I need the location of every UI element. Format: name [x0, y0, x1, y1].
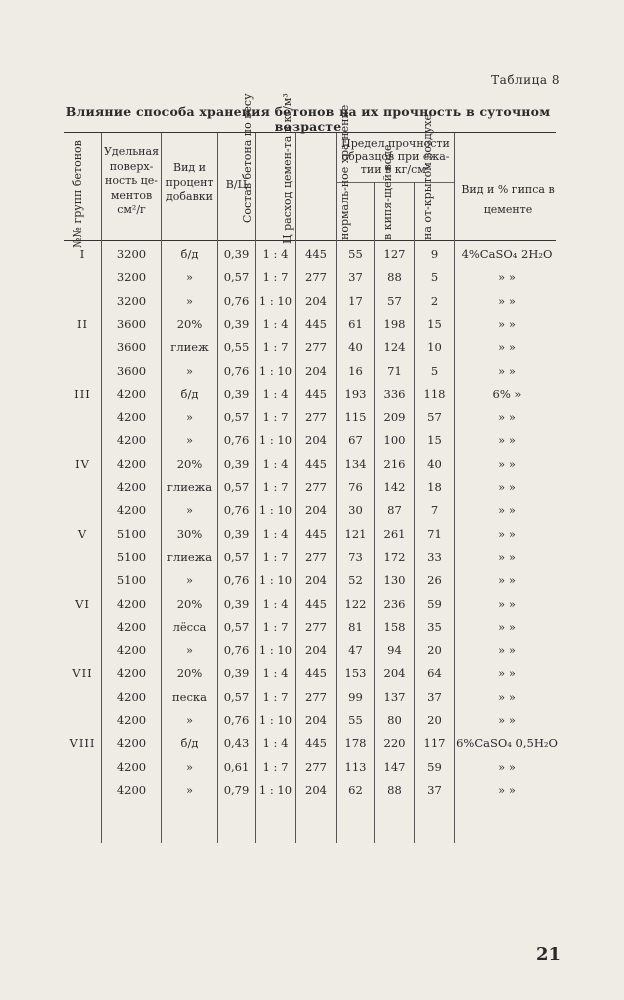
cell-gypsum: » »	[498, 643, 516, 658]
cell-additive: лёсса	[172, 619, 207, 634]
cell-group: VI	[75, 596, 90, 611]
cell-normal: 193	[344, 386, 367, 401]
cell-open-air: 2	[430, 293, 439, 308]
cell-composition: 1 : 4	[262, 736, 289, 751]
cell-gypsum: » »	[498, 480, 516, 494]
cell-boiling: 80	[387, 713, 402, 727]
cell-group	[64, 545, 101, 569]
cell-boiling: 236	[383, 596, 406, 611]
cell-cement: 204	[305, 573, 327, 588]
cell-open-air: 10	[427, 340, 442, 355]
cell-wc: 0,39	[223, 526, 250, 541]
cell-composition: 1 : 10	[258, 363, 293, 378]
cell-normal: 122	[344, 596, 367, 611]
cell-boiling: 147	[383, 759, 406, 774]
cell-surface: 4200	[116, 713, 147, 727]
cell-wc: 0,39	[223, 247, 250, 261]
cell-normal: 121	[344, 526, 367, 541]
cell-additive: 20%	[176, 316, 203, 331]
cell-group: III	[74, 386, 91, 401]
cell-group	[64, 778, 101, 802]
header-boiling: в кипя-щей воде	[381, 144, 394, 240]
cell-gypsum: » »	[498, 293, 516, 308]
cell-composition: 1 : 10	[258, 293, 293, 308]
cell-boiling: 88	[387, 782, 402, 797]
table-title: Влияние способа хранения бетонов на их прочность в суточном возрасте	[65, 104, 551, 134]
cell-boiling: 124	[383, 340, 406, 355]
cell-normal: 99	[348, 689, 363, 704]
cell-additive: »	[185, 759, 194, 774]
cell-additive: »	[185, 713, 194, 727]
cell-cement: 204	[305, 713, 327, 727]
cell-gypsum: » »	[498, 410, 516, 425]
cell-boiling: 100	[383, 433, 406, 448]
cell-surface: 3200	[116, 293, 147, 308]
cell-cement: 445	[305, 456, 327, 471]
cell-wc: 0,76	[223, 363, 250, 378]
cell-open-air: 26	[427, 573, 442, 588]
cell-composition: 1 : 10	[258, 573, 293, 588]
cell-gypsum: » »	[498, 526, 516, 541]
cell-gypsum: » »	[498, 619, 516, 634]
cell-boiling: 198	[383, 316, 406, 331]
cell-boiling: 216	[383, 456, 406, 471]
cell-additive: б/д	[180, 247, 199, 261]
cell-boiling: 87	[387, 503, 402, 518]
cell-surface: 5100	[116, 549, 147, 564]
cell-wc: 0,61	[223, 759, 250, 774]
cell-composition: 1 : 4	[262, 666, 289, 681]
header-wc: В/Ц	[225, 178, 248, 191]
cell-boiling: 127	[383, 247, 406, 261]
cell-open-air: 7	[430, 503, 439, 518]
header-additive: Вид и процент добавки	[165, 161, 214, 203]
cell-gypsum: » »	[498, 782, 516, 797]
cell-group	[64, 638, 101, 662]
cell-composition: 1 : 10	[258, 782, 293, 797]
cell-normal: 40	[348, 340, 363, 355]
cell-additive: »	[185, 293, 194, 308]
cell-open-air: 18	[427, 480, 442, 494]
cell-open-air: 57	[427, 410, 442, 425]
cell-wc: 0,76	[223, 503, 250, 518]
cell-additive: »	[185, 433, 194, 448]
cell-composition: 1 : 7	[262, 480, 289, 494]
cell-composition: 1 : 7	[262, 619, 289, 634]
cell-composition: 1 : 10	[258, 713, 293, 727]
cell-group	[64, 755, 101, 779]
cell-open-air: 33	[427, 549, 442, 564]
cell-surface: 4200	[116, 433, 147, 448]
cell-gypsum: » »	[498, 433, 516, 448]
cell-open-air: 5	[430, 270, 439, 285]
cell-surface: 3200	[116, 247, 147, 261]
cell-open-air: 5	[430, 363, 439, 378]
cell-normal: 73	[348, 549, 363, 564]
cell-normal: 30	[348, 503, 363, 518]
cell-cement: 204	[305, 293, 327, 308]
cell-gypsum: » »	[498, 689, 516, 704]
cell-boiling: 71	[387, 363, 402, 378]
cell-gypsum: » »	[498, 340, 516, 355]
cell-composition: 1 : 7	[262, 270, 289, 285]
cell-boiling: 94	[387, 643, 402, 658]
cell-wc: 0,39	[223, 666, 250, 681]
cell-normal: 76	[348, 480, 363, 494]
cell-gypsum: » »	[498, 759, 516, 774]
cell-cement: 277	[305, 480, 327, 494]
cell-additive: б/д	[180, 386, 199, 401]
cell-cement: 445	[305, 736, 327, 751]
cell-surface: 4200	[116, 596, 147, 611]
cell-additive: »	[185, 363, 194, 378]
cell-normal: 52	[348, 573, 363, 588]
cell-gypsum: » »	[498, 549, 516, 564]
cell-wc: 0,57	[223, 619, 250, 634]
cell-cement: 445	[305, 666, 327, 681]
cell-wc: 0,57	[223, 689, 250, 704]
cell-surface: 4200	[116, 386, 147, 401]
cell-normal: 67	[348, 433, 363, 448]
cell-cement: 445	[305, 526, 327, 541]
cell-normal: 55	[348, 713, 363, 727]
cell-cement: 204	[305, 433, 327, 448]
cell-normal: 61	[348, 316, 363, 331]
cell-wc: 0,57	[223, 410, 250, 425]
cell-group	[64, 289, 101, 313]
cell-group: I	[79, 247, 86, 261]
cell-additive: »	[185, 643, 194, 658]
cell-additive: 20%	[176, 666, 203, 681]
cell-composition: 1 : 4	[262, 456, 289, 471]
cell-composition: 1 : 4	[262, 526, 289, 541]
cell-open-air: 64	[427, 666, 442, 681]
header-cement-use: Ц расход цемен-та в кг/м³	[281, 93, 294, 244]
cell-surface: 4200	[116, 503, 147, 518]
cell-normal: 178	[344, 736, 367, 751]
cell-group	[64, 568, 101, 592]
cell-boiling: 142	[383, 480, 406, 494]
cell-group	[64, 428, 101, 452]
cell-wc: 0,76	[223, 293, 250, 308]
cell-open-air: 35	[427, 619, 442, 634]
cell-cement: 204	[305, 782, 327, 797]
cell-group: II	[76, 316, 89, 331]
cell-open-air: 59	[427, 596, 442, 611]
header-group: №№ групп бетонов	[71, 140, 84, 248]
cell-boiling: 57	[387, 293, 402, 308]
cell-group	[64, 335, 101, 359]
cell-additive: »	[185, 782, 194, 797]
cell-open-air: 37	[427, 689, 442, 704]
cell-group	[64, 685, 101, 709]
cell-open-air: 9	[430, 247, 439, 261]
cell-additive: 30%	[176, 526, 203, 541]
cell-composition: 1 : 4	[262, 386, 289, 401]
cell-wc: 0,57	[223, 480, 250, 494]
cell-wc: 0,57	[223, 549, 250, 564]
cell-group	[64, 359, 101, 383]
cell-wc: 0,39	[223, 596, 250, 611]
cell-surface: 4200	[116, 689, 147, 704]
table-top-rule	[64, 132, 556, 133]
cell-gypsum: » »	[498, 316, 516, 331]
cell-cement: 277	[305, 759, 327, 774]
cell-normal: 113	[344, 759, 367, 774]
cell-composition: 1 : 7	[262, 549, 289, 564]
cell-gypsum: 6%CaSO₄ 0,5H₂O	[456, 736, 558, 751]
header-normal: нормаль-ное хра-нение	[338, 104, 351, 240]
cell-group	[64, 708, 101, 732]
cell-normal: 81	[348, 619, 363, 634]
cell-gypsum: » »	[498, 596, 516, 611]
cell-wc: 0,79	[223, 782, 250, 797]
cell-wc: 0,76	[223, 643, 250, 658]
cell-gypsum: » »	[498, 456, 516, 471]
header-composition: Состав бетона по весу	[241, 93, 254, 223]
cell-open-air: 71	[427, 526, 442, 541]
cell-boiling: 137	[383, 689, 406, 704]
cell-composition: 1 : 7	[262, 759, 289, 774]
cell-normal: 62	[348, 782, 363, 797]
cell-gypsum: » »	[498, 270, 516, 285]
cell-gypsum: » »	[498, 363, 516, 378]
header-surface: Удельная поверх-ность це-ментов см²/г	[103, 145, 160, 216]
cell-gypsum: » »	[498, 713, 516, 727]
cell-surface: 5100	[116, 526, 147, 541]
cell-group: IV	[75, 456, 90, 471]
cell-wc: 0,57	[223, 270, 250, 285]
cell-normal: 37	[348, 270, 363, 285]
cell-composition: 1 : 7	[262, 410, 289, 425]
cell-wc: 0,76	[223, 433, 250, 448]
cell-composition: 1 : 4	[262, 316, 289, 331]
cell-cement: 277	[305, 619, 327, 634]
cell-cement: 204	[305, 503, 327, 518]
cell-surface: 4200	[116, 782, 147, 797]
cell-normal: 47	[348, 643, 363, 658]
cell-surface: 4200	[116, 410, 147, 425]
header-bottom-rule	[64, 240, 556, 241]
cell-boiling: 88	[387, 270, 402, 285]
cell-additive: глиежа	[166, 480, 213, 494]
cell-open-air: 59	[427, 759, 442, 774]
cell-cement: 277	[305, 340, 327, 355]
header-strength: Предел прочности образцов при сжа-тии в кг/см²	[341, 137, 450, 176]
cell-additive: »	[185, 270, 194, 285]
cell-gypsum: » »	[498, 573, 516, 588]
cell-surface: 3600	[116, 316, 147, 331]
cell-additive: песка	[172, 689, 207, 704]
cell-additive: »	[185, 410, 194, 425]
cell-surface: 3600	[116, 340, 147, 355]
cell-additive: »	[185, 503, 194, 518]
cell-boiling: 130	[383, 573, 406, 588]
cell-wc: 0,39	[223, 316, 250, 331]
cell-wc: 0,76	[223, 573, 250, 588]
table-label: Таблица 8	[491, 73, 560, 87]
cell-composition: 1 : 7	[262, 689, 289, 704]
cell-surface: 4200	[116, 480, 147, 494]
cell-additive: б/д	[180, 736, 199, 751]
cell-surface: 3600	[116, 363, 147, 378]
cell-composition: 1 : 7	[262, 340, 289, 355]
cell-additive: глиеж	[170, 340, 209, 355]
cell-wc: 0,76	[223, 713, 250, 727]
cell-additive: »	[185, 573, 194, 588]
cell-cement: 445	[305, 247, 327, 261]
cell-open-air: 40	[427, 456, 442, 471]
cell-gypsum: » »	[498, 666, 516, 681]
cell-open-air: 20	[427, 713, 442, 727]
cell-boiling: 172	[383, 549, 406, 564]
cell-additive: 20%	[176, 596, 203, 611]
cell-open-air: 15	[427, 316, 442, 331]
cell-boiling: 261	[383, 526, 406, 541]
cell-boiling: 336	[383, 386, 406, 401]
cell-normal: 16	[348, 363, 363, 378]
header-gypsum: Вид и % гипса в цементе	[461, 183, 555, 216]
cell-composition: 1 : 10	[258, 643, 293, 658]
cell-boiling: 220	[383, 736, 406, 751]
cell-normal: 55	[348, 247, 363, 261]
cell-cement: 204	[305, 363, 327, 378]
cell-boiling: 209	[383, 410, 406, 425]
cell-group: V	[77, 526, 88, 541]
cell-wc: 0,39	[223, 456, 250, 471]
cell-gypsum: » »	[498, 503, 516, 518]
cell-surface: 4200	[116, 759, 147, 774]
cell-additive: 20%	[176, 456, 203, 471]
cell-surface: 5100	[116, 573, 147, 588]
cell-surface: 3200	[116, 270, 147, 285]
cell-surface: 4200	[116, 736, 147, 751]
cell-gypsum: 4%CaSO₄ 2H₂O	[461, 247, 553, 261]
cell-surface: 4200	[116, 456, 147, 471]
cell-group	[64, 405, 101, 429]
cell-composition: 1 : 10	[258, 503, 293, 518]
cell-open-air: 117	[423, 736, 446, 751]
cell-composition: 1 : 4	[262, 596, 289, 611]
cell-wc: 0,43	[223, 736, 250, 751]
header-open-air: на от-крытом воздухе	[421, 113, 434, 240]
cell-boiling: 204	[383, 666, 406, 681]
cell-group	[64, 615, 101, 639]
cell-composition: 1 : 4	[262, 247, 289, 261]
cell-surface: 4200	[116, 643, 147, 658]
cell-cement: 277	[305, 549, 327, 564]
cell-group: VII	[72, 666, 93, 681]
page-number: 21	[536, 944, 562, 965]
cell-group	[64, 498, 101, 522]
cell-surface: 4200	[116, 666, 147, 681]
cell-wc: 0,39	[223, 386, 250, 401]
cell-wc: 0,55	[223, 340, 250, 355]
cell-gypsum: 6% »	[492, 386, 522, 401]
cell-open-air: 37	[427, 782, 442, 797]
cell-normal: 115	[344, 410, 367, 425]
cell-cement: 445	[305, 386, 327, 401]
cell-group: VIII	[69, 736, 96, 751]
cell-cement: 204	[305, 643, 327, 658]
cell-normal: 134	[344, 456, 367, 471]
cell-cement: 277	[305, 270, 327, 285]
cell-open-air: 20	[427, 643, 442, 658]
cell-surface: 4200	[116, 619, 147, 634]
cell-open-air: 118	[423, 386, 446, 401]
cell-additive: глиежа	[166, 549, 213, 564]
cell-cement: 445	[305, 316, 327, 331]
cell-composition: 1 : 10	[258, 433, 293, 448]
cell-normal: 153	[344, 666, 367, 681]
cell-boiling: 158	[383, 619, 406, 634]
cell-cement: 277	[305, 689, 327, 704]
cell-group	[64, 265, 101, 289]
cell-cement: 277	[305, 410, 327, 425]
cell-open-air: 15	[427, 433, 442, 448]
cell-cement: 445	[305, 596, 327, 611]
cell-normal: 17	[348, 293, 363, 308]
cell-group	[64, 475, 101, 499]
